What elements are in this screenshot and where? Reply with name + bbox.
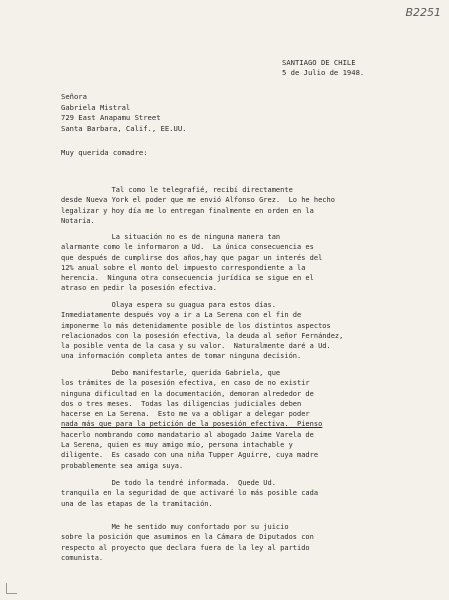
text-line: los trámites de la posesión efectiva, en caso de no existir — [61, 379, 310, 388]
paragraph-5 — [61, 478, 391, 509]
recipient-address — [61, 92, 187, 134]
text-line: Inmediatamente después voy a ir a La Serena con el fin de — [61, 311, 302, 320]
text-line: legalizar y hoy día me lo entregan finalmente en orden en la — [61, 206, 314, 215]
recipient-line: Gabriela Mistral — [61, 102, 131, 112]
text-line: comunista. — [61, 553, 104, 562]
paragraph-3 — [61, 300, 391, 362]
text-line: La Serena, quien es muy amigo mío, persona intachable y — [61, 441, 293, 450]
text-line: Debo manifestarle, querida Gabriela, que — [61, 369, 281, 377]
text-line: desde Nueva York el poder que me envió Alfonso Grez. Lo he hecho — [61, 196, 335, 205]
recipient-line: Señora — [61, 92, 87, 101]
paragraph-1 — [61, 185, 391, 226]
text-line: De todo la tendré informada. Quede Ud. — [61, 479, 276, 487]
text-line: sobre la posición que asumimos en la Cámara de Diputados con — [61, 533, 314, 542]
salutation: Muy querida comadre: — [61, 148, 148, 157]
text-line: La situación no es de ninguna manera tan — [61, 233, 281, 241]
underlined-text-line: nada más que para la petición de la posesión efectiva. Pienso — [61, 420, 323, 429]
text-line: una de las etapas de la tramitación. — [61, 499, 213, 508]
archive-number: B2251 — [405, 6, 441, 19]
text-line: alarmante como le informaron a Ud. La única consecuencia es — [61, 243, 314, 252]
text-line: una información completa antes de tomar ninguna decisión. — [61, 352, 302, 361]
text-line: Tal como le telegrafié, recibí directamente — [61, 186, 293, 194]
text-line: herencia. Ninguna otra consecuencia jurídica se sigue en el — [61, 274, 314, 283]
text-line: hacerse en La Serena. Esto me va a obligar a delegar poder — [61, 410, 310, 419]
text-line: hacerlo nombrando como mandatario al abogado Jaime Varela de — [61, 430, 314, 439]
corner-mark — [6, 583, 17, 594]
dateline-city: SANTIAGO DE CHILE — [282, 58, 356, 67]
paragraph-2 — [61, 232, 391, 294]
text-line: la posible venta de la casa y su valor. Naturalmente daré a Ud. — [61, 342, 331, 351]
text-line: 12% anual sobre el monto del impuesto correspondiente a la — [61, 263, 306, 272]
recipient-line: 729 East Anapamu Street — [61, 113, 161, 122]
dateline — [282, 58, 364, 78]
text-line: Me he sentido muy confortado por su juicio — [61, 523, 289, 531]
text-line: dos o tres meses. Todas las diligencias judiciales deben — [61, 399, 302, 408]
text-line: tranquila en la seguridad de que activaré lo más posible cada — [61, 489, 319, 498]
text-line: Olaya espera su guagua para estos días. — [61, 301, 276, 309]
text-line: relacionados con la posesión efectiva, la deuda al señor Fernández, — [61, 331, 344, 340]
text-line: ninguna dificultad en la documentación, demoran alrededor de — [61, 389, 314, 398]
paragraph-6 — [61, 522, 391, 563]
dateline-date: 5 de Julio de 1948. — [282, 68, 365, 77]
text-line: atraso en pedir la posesión efectiva. — [61, 284, 217, 293]
text-line: que después de cumplirse dos años,hay que pagar un interés del — [61, 253, 323, 262]
text-line: Notaría. — [61, 216, 95, 225]
text-line: imponerme lo más detenidamente posible de los distintos aspectos — [61, 321, 331, 330]
recipient-line: Santa Barbara, Calif., EE.UU. — [61, 123, 187, 133]
text-line: respecto al proyecto que declara fuera de la ley al partido — [61, 543, 310, 552]
paragraph-4 — [61, 368, 391, 471]
text-line: diligente. Es casado con una niña Tupper Aguirre, cuya madre — [61, 451, 319, 460]
text-line: probablemente sea amiga suya. — [61, 461, 184, 470]
